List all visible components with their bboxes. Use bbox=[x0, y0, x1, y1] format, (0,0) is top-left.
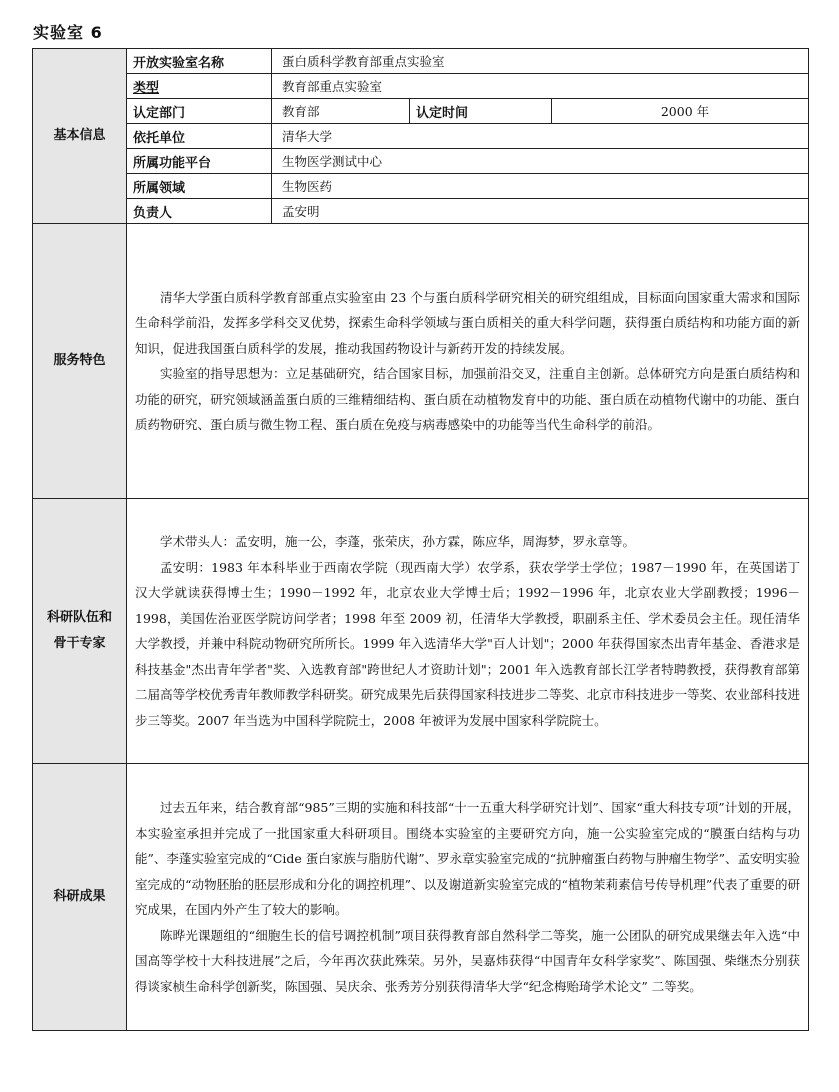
unit-value: 清华大学 bbox=[272, 124, 809, 149]
row-dept bbox=[33, 99, 809, 124]
row-unit bbox=[33, 124, 809, 149]
head-value: 孟安明 bbox=[272, 199, 809, 224]
lab-info-table bbox=[32, 48, 809, 1031]
team-content bbox=[127, 499, 809, 764]
row-service bbox=[33, 224, 809, 499]
row-results bbox=[33, 764, 809, 1031]
service-paragraph-1: 清华大学蛋白质科学教育部重点实验室由 23 个与蛋白质科学研究相关的研究组组成，目标面向国家重大需求和国际生命科学前沿，发挥多学科交叉优势，探索生命科学领域与蛋白质相关的重大科学问题，获得蛋白质结构和功能方面的新知识，促进我国蛋白质科学的发展，推动我国药物设计与新药开发的持续发展。 bbox=[135, 289, 801, 356]
row-platform bbox=[33, 149, 809, 174]
results-content bbox=[127, 764, 809, 1031]
dept-label: 认定部门 bbox=[127, 99, 272, 124]
row-field bbox=[33, 174, 809, 199]
row-name bbox=[33, 49, 809, 74]
team-paragraph-1: 学术带头人：孟安明，施一公，李蓬，张荣庆，孙方霖，陈应华，周海梦，罗永章等。 bbox=[160, 534, 636, 549]
results-label: 科研成果 bbox=[33, 764, 127, 1031]
head-label: 负责人 bbox=[127, 199, 272, 224]
platform-value: 生物医学测试中心 bbox=[272, 149, 809, 174]
team-paragraph-2: 孟安明：1983 年本科毕业于西南农学院（现西南大学）农学系，获农学学士学位；1987－1990 年，在英国诺丁汉大学就读获得博士生；1990－1992 年，北京农业大学博士后；1992－1996 年，北京农业大学副教授；1996－1998，美国佐治亚医学院访问学者；1998 年至 2009 初，任清华大学教授，职副系主任、学术委员会主任。现任清华大学教授，并兼中科院动物研究所所长。1999 年入选清华大学"百人计划"；2000 年获得国家杰出青年基金、香港求是科技基金"杰出青年学者"奖、入选教育部"跨世纪人才资助计划"；2001 年入选教育部长江学者特聘教授，获得教育部第二届高等学校优秀青年教师教学科研奖。研究成果先后获得国家科技进步二等奖、北京市科技进步一等奖、农业部科技进步三等奖。2007 年当选为中国科学院院士，2008 年被评为发展中国家科学院院士。 bbox=[135, 559, 801, 728]
type-label: 类型 bbox=[127, 74, 272, 99]
dept-value: 教育部 bbox=[272, 99, 410, 124]
field-label: 所属领域 bbox=[127, 174, 272, 199]
service-paragraph-2: 实验室的指导思想为：立足基础研究，结合国家目标，加强前沿交叉，注重自主创新。总体研究方向是蛋白质结构和功能的研究，研究领域涵盖蛋白质的三维精细结构、蛋白质在动植物发育中的功能、蛋白质在动植物代谢中的功能、蛋白质药物研究、蛋白质与微生物工程、蛋白质在免疫与病毒感染中的功能等当代生命科学的前沿。 bbox=[135, 366, 801, 432]
team-label-line-2: 骨干专家 bbox=[53, 636, 106, 651]
time-label: 认定时间 bbox=[410, 99, 552, 124]
type-value: 教育部重点实验室 bbox=[272, 74, 809, 99]
name-label: 开放实验室名称 bbox=[127, 49, 272, 74]
results-paragraph-2: 陈晔光课题组的“细胞生长的信号调控机制”项目获得教育部自然科学二等奖，施一公团队的研究成果继去年入选“中国高等学校十大科技进展”之后，今年再次获此殊荣。另外，吴嘉炜获得“中国青年女科学家奖”、陈国强、柴继杰分别获得谈家桢生命科学创新奖，陈国强、吴庆余、张秀芳分别获得清华大学“纪念梅贻琦学术论文” 二等奖。 bbox=[135, 927, 801, 994]
row-type bbox=[33, 74, 809, 99]
row-team bbox=[33, 499, 809, 764]
results-paragraph-1: 过去五年来，结合教育部“985”三期的实施和科技部“十一五重大科学研究计划”、国家“重大科技专项”计划的开展，本实验室承担并完成了一批国家重大科研项目。围绕本实验室的主要研究方向，施一公实验室完成的“膜蛋白结构与功能”、李蓬实验室完成的“Cide 蛋白家族与脂肪代谢”、罗永章实验室完成的“抗肿瘤蛋白药物与肿瘤生物学”、孟安明实验室完成的“动物胚胎的胚层形成和分化的调控机理”、以及谢道新实验室完成的“植物茉莉素信号传导机理”代表了重要的研究成果，在国内外产生了较大的影响。 bbox=[135, 800, 801, 917]
row-head bbox=[33, 199, 809, 224]
name-value: 蛋白质科学教育部重点实验室 bbox=[272, 49, 809, 74]
unit-label: 依托单位 bbox=[127, 124, 272, 149]
service-content bbox=[127, 224, 809, 499]
field-value: 生物医药 bbox=[272, 174, 809, 199]
basic-info-label: 基本信息 bbox=[33, 49, 127, 224]
page-heading: 实验室 6 bbox=[33, 23, 103, 42]
team-label-line-1: 科研队伍和 bbox=[46, 610, 112, 625]
time-value: 2000 年 bbox=[552, 99, 809, 124]
platform-label: 所属功能平台 bbox=[127, 149, 272, 174]
service-label: 服务特色 bbox=[33, 224, 127, 499]
team-label bbox=[33, 499, 127, 764]
